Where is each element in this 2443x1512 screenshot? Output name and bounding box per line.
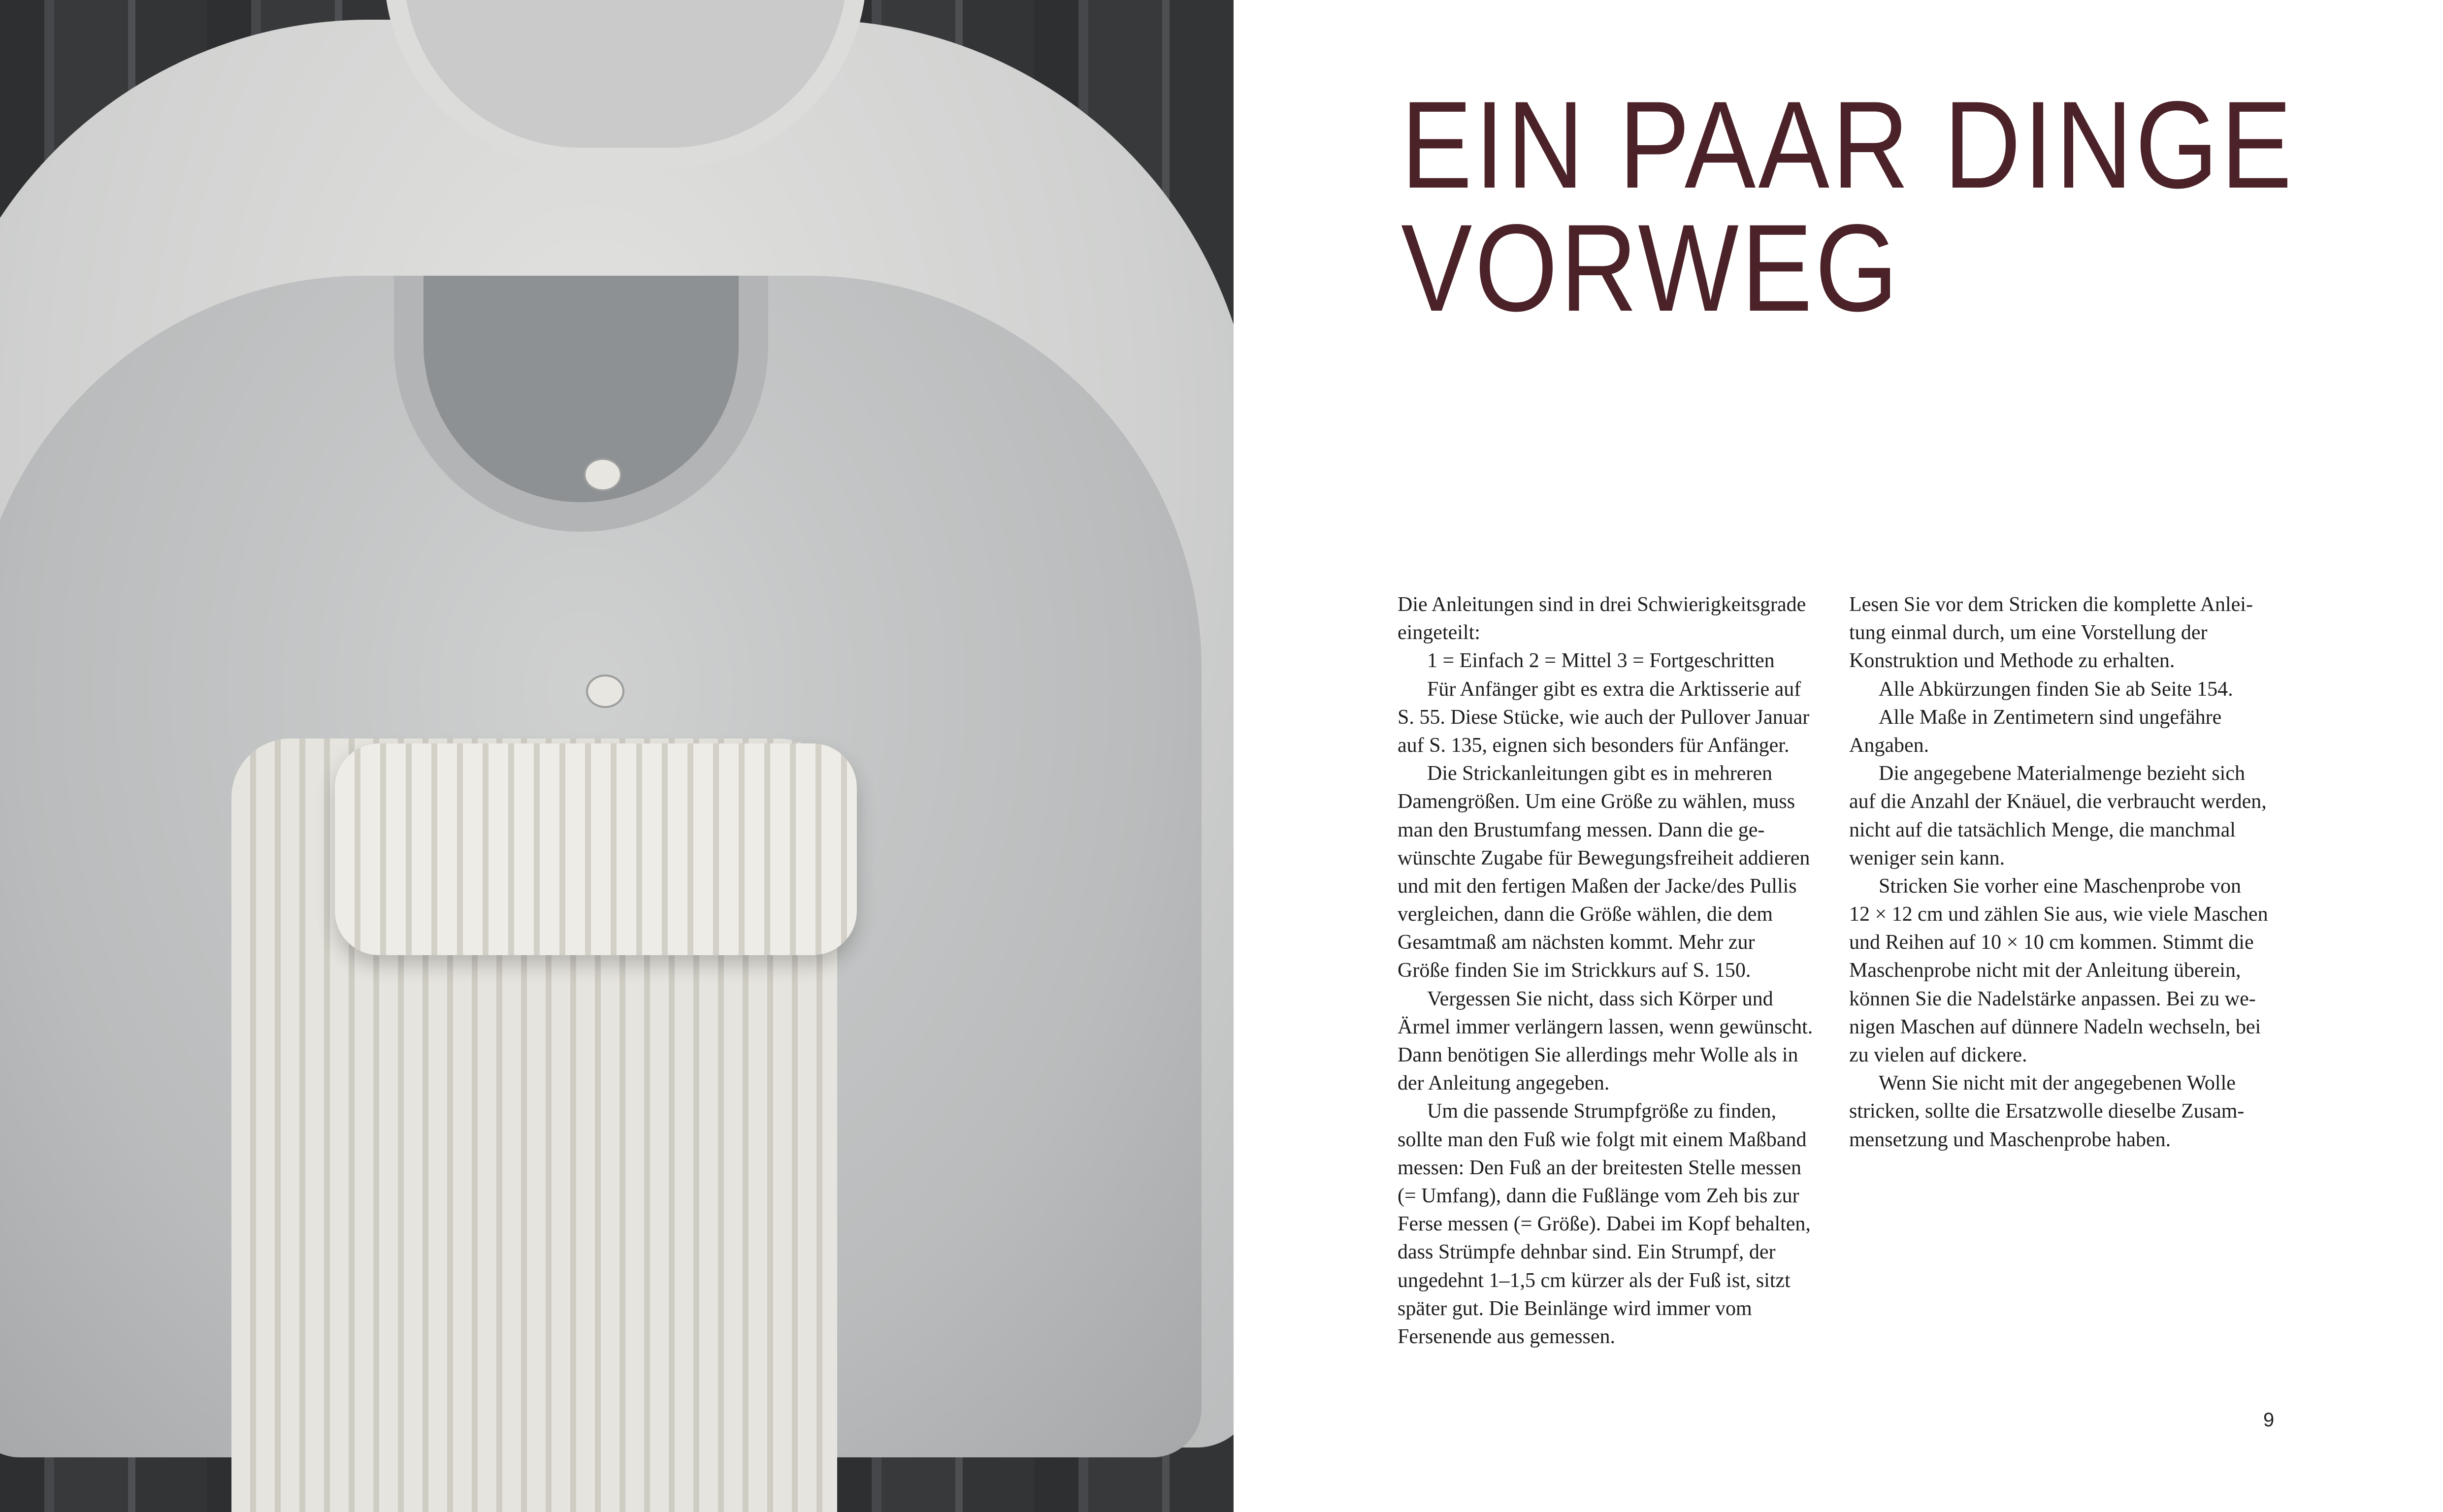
text-line: S. 55. Diese Stücke, wie auch der Pullover Januar bbox=[1398, 706, 1810, 729]
cardigan-button bbox=[586, 675, 624, 708]
text-line: Die Strickanleitungen gibt es in mehreren bbox=[1427, 762, 1772, 785]
text-line: wünschte Zugabe für Bewegungsfreiheit addieren bbox=[1398, 846, 1810, 869]
text-line: tung einmal durch, um eine Vorstellung der bbox=[1849, 621, 2208, 644]
text-line: messen: Den Fuß an der breitesten Stelle messen bbox=[1398, 1156, 1801, 1179]
text-line: Die Anleitungen sind in drei Schwierigkeitsgrade bbox=[1398, 593, 1806, 616]
text-line: sollte man den Fuß wie folgt mit einem Maßband bbox=[1398, 1128, 1807, 1151]
page-title bbox=[1401, 76, 2295, 337]
text-line: Ferse messen (= Größe). Dabei im Kopf behalten, bbox=[1398, 1213, 1811, 1236]
text-line: auf die Anzahl der Knäuel, die verbraucht werden, bbox=[1849, 790, 2267, 813]
text-line: Fersenende aus gemessen. bbox=[1398, 1325, 1616, 1348]
title-line-1: EIN PAAR DINGE bbox=[1401, 76, 2295, 214]
text-line: Um die passende Strumpfgröße zu finden, bbox=[1427, 1100, 1777, 1123]
text-line: Maschenprobe nicht mit der Anleitung überein, bbox=[1849, 959, 2241, 982]
text-line: ungedehnt 1–1,5 cm kürzer als der Fuß ist, sitzt bbox=[1398, 1269, 1791, 1292]
text-line: zu vielen auf dickere. bbox=[1849, 1044, 2027, 1066]
text-line: Ärmel immer verlängern lassen, wenn gewünscht. bbox=[1398, 1015, 1813, 1038]
text-line: Alle Abkürzungen finden Sie ab Seite 154. bbox=[1879, 677, 2233, 701]
text-line: Für Anfänger gibt es extra die Arktisserie auf bbox=[1427, 677, 1801, 701]
body-column-left bbox=[1398, 591, 1831, 1351]
body-column-right bbox=[1849, 591, 2292, 1154]
text-line: Konstruktion und Methode zu erhalten. bbox=[1849, 649, 2175, 673]
text-line: eingeteilt: bbox=[1398, 621, 1480, 644]
text-line: Alle Maße in Zentimetern sind ungefähre bbox=[1879, 706, 2222, 729]
text-line: und Reihen auf 10 × 10 cm kommen. Stimmt die bbox=[1849, 931, 2254, 954]
sock-cuff bbox=[335, 743, 857, 955]
text-line: Gesamtmaß am nächsten kommt. Mehr zur bbox=[1398, 931, 1755, 954]
text-line: Damengrößen. Um eine Größe zu wählen, muss bbox=[1398, 790, 1795, 813]
text-line: Die angegebene Materialmenge bezieht sich bbox=[1879, 762, 2245, 785]
text-line: mensetzung und Maschenprobe haben. bbox=[1849, 1128, 2171, 1151]
text-line: (= Umfang), dann die Fußlänge vom Zeh bis zur bbox=[1398, 1184, 1799, 1207]
text-line: stricken, sollte die Ersatzwolle dieselbe Zusam- bbox=[1849, 1100, 2245, 1123]
text-line: können Sie die Nadelstärke anpassen. Bei zu we- bbox=[1849, 987, 2256, 1010]
text-line: Stricken Sie vorher eine Maschenprobe von bbox=[1879, 874, 2241, 898]
text-line: 12 × 12 cm und zählen Sie aus, wie viele Maschen bbox=[1849, 903, 2268, 926]
text-line: 1 = Einfach 2 = Mittel 3 = Fortgeschritten bbox=[1427, 649, 1775, 673]
text-line: auf S. 135, eignen sich besonders für Anfänger. bbox=[1398, 734, 1790, 757]
text-line: später gut. Die Beinlänge wird immer vom bbox=[1398, 1297, 1752, 1320]
text-line: nicht auf die tatsächlich Menge, die manchmal bbox=[1849, 818, 2236, 841]
text-line: vergleichen, dann die Größe wählen, die dem bbox=[1398, 903, 1773, 926]
text-line: dass Strümpfe dehnbar sind. Ein Strumpf, der bbox=[1398, 1241, 1776, 1264]
text-line: Dann benötigen Sie allerdings mehr Wolle als in bbox=[1398, 1044, 1798, 1066]
text-line: weniger sein kann. bbox=[1849, 846, 2005, 869]
text-line: der Anleitung angegeben. bbox=[1398, 1072, 1610, 1095]
text-line: Größe finden Sie im Strickkurs auf S. 150. bbox=[1398, 959, 1751, 982]
text-line: man den Brustumfang messen. Dann die ge- bbox=[1398, 818, 1765, 841]
text-line: Lesen Sie vor dem Stricken die komplette Anlei- bbox=[1849, 593, 2253, 616]
text-line: Vergessen Sie nicht, dass sich Körper und bbox=[1427, 987, 1773, 1010]
text-line: Wenn Sie nicht mit der angegebenen Wolle bbox=[1879, 1072, 2236, 1095]
cardigan-button bbox=[584, 458, 622, 491]
text-line: und mit den fertigen Maßen der Jacke/des Pullis bbox=[1398, 874, 1797, 898]
title-line-2: VORWEG bbox=[1401, 199, 1901, 337]
page-number: 9 bbox=[2263, 1409, 2275, 1431]
text-line: Angaben. bbox=[1849, 734, 1929, 757]
text-line: nigen Maschen auf dünnere Nadeln wechseln, bei bbox=[1849, 1015, 2261, 1038]
